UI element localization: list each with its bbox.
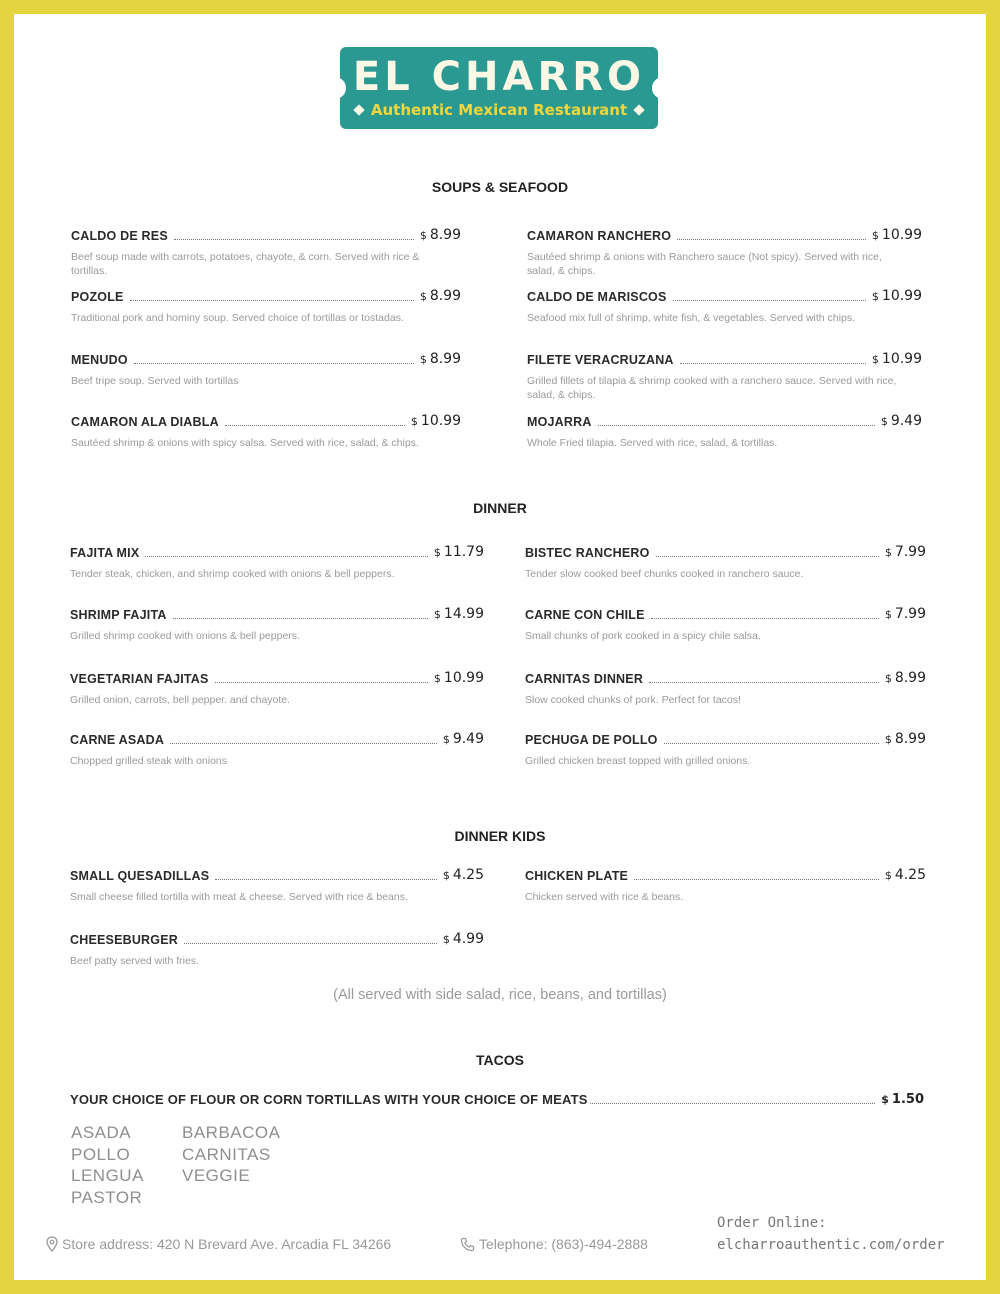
item-description: Chicken served with rice & beans. [525,891,684,903]
tacos-offer-text: YOUR CHOICE OF FLOUR OR CORN TORTILLAS WITH YOUR CHOICE OF MEATS [70,1092,588,1107]
item-description: Beef patty served with fries. [70,955,199,967]
item-description: Grilled onion, carrots, bell pepper. and chayote. [70,694,291,706]
meat-option: ASADA [71,1123,132,1142]
item-name: CALDO DE MARISCOS [527,290,667,304]
item-price: $ 4.25 [884,867,926,883]
section-title-dinner: DINNER [473,500,527,516]
meat-option: CARNITAS [182,1144,271,1164]
item-price: $ 10.99 [433,670,484,686]
store-address [46,1236,391,1252]
item-price: $ 8.99 [884,670,926,686]
menu-item [525,670,926,707]
kids-note: (All served with side salad, rice, beans, and tortillas) [333,987,667,1003]
store-address-text: Store address: 420 N Brevard Ave. Arcadia FL 34266 [62,1236,392,1252]
order-online-link[interactable]: elcharroauthentic.com/order [717,1237,945,1253]
restaurant-logo [340,47,658,129]
item-description: Seafood mix full of shrimp, white fish, & vegetables. Served with chips. [527,312,855,324]
order-online-label: Order Online: [717,1215,827,1231]
menu-item [70,931,484,968]
menu-item [70,670,484,707]
item-name: CHICKEN PLATE [525,869,629,883]
tacos-price: $ 1.50 [881,1092,924,1107]
item-description: Whole Fried tilapia. Served with rice, salad, & tortillas. [527,437,778,449]
menu-item [525,606,926,643]
menu-page [14,14,986,1280]
menu-item [527,227,922,278]
item-price: $ 10.99 [871,351,922,367]
meat-option: POLLO [71,1144,131,1164]
logo-subtitle-row [340,101,658,119]
item-name: SMALL QUESADILLAS [70,869,210,883]
section-title-soups: SOUPS & SEAFOOD [431,179,569,195]
menu-item [71,227,461,278]
item-name: SHRIMP FAJITA [70,608,167,622]
item-description: Small cheese filled tortilla with meat & cheese. Served with rice & beans. [70,891,408,903]
item-name: CAMARON ALA DIABLA [71,415,219,429]
item-price: $ 11.79 [433,544,484,560]
telephone-text: Telephone: (863)-494-2888 [479,1236,648,1252]
meats-column-2 [182,1122,280,1187]
item-price: $ 8.99 [419,227,461,243]
menu-item [70,731,484,768]
menu-item [70,867,484,904]
menu-item [525,731,926,768]
meats-column-1 [71,1122,144,1208]
telephone [460,1236,648,1252]
item-name: CAMARON RANCHERO [527,229,672,243]
menu-item [71,351,461,388]
item-price: $ 8.99 [884,731,926,747]
item-price: $ 10.99 [410,413,461,429]
item-description: Traditional pork and hominy soup. Served choice of tortillas or tostadas. [71,312,404,324]
menu-item [70,606,484,643]
section-title-kids: DINNER KIDS [454,828,546,844]
tacos-offer [70,1092,924,1107]
item-price: $ 4.99 [442,931,484,947]
menu-item [527,413,922,450]
item-price: $ 7.99 [884,606,926,622]
item-price: $ 4.25 [442,867,484,883]
item-name: CALDO DE RES [71,229,168,243]
logo-title: EL CHARRO [352,54,646,100]
item-description: Sautéed shrimp & onions with Ranchero sauce (Not spicy). Served with rice, salad, & chips. [527,251,882,277]
menu-item [71,413,461,450]
item-price: $ 8.99 [419,351,461,367]
meat-option: BARBACOA [182,1123,281,1142]
item-description: Chopped grilled steak with onions [70,755,228,767]
item-name: CARNE CON CHILE [525,608,645,622]
item-name: VEGETARIAN FAJITAS [70,672,209,686]
item-name: MOJARRA [527,415,592,429]
item-description: Slow cooked chunks of pork. Perfect for tacos! [525,694,741,706]
item-description: Beef tripe soup. Served with tortillas [71,375,239,387]
item-price: $ 10.99 [871,288,922,304]
menu-item [527,351,922,402]
item-name: BISTEC RANCHERO [525,546,650,560]
menu-item [525,867,926,904]
item-price: $ 14.99 [433,606,484,622]
order-online [717,1212,945,1256]
menu-item [71,288,461,325]
item-description: Tender slow cooked beef chunks cooked in ranchero sauce. [525,568,804,580]
item-price: $ 7.99 [884,544,926,560]
item-name: MENUDO [71,353,128,367]
item-price: $ 9.49 [880,413,922,429]
item-description: Grilled fillets of tilapia & shrimp cooked with a ranchero sauce. Served with rice, salad, & chips. [527,375,897,401]
item-description: Grilled chicken breast topped with grilled onions. [525,755,751,767]
diamond-ornament-icon [633,104,644,115]
item-name: PECHUGA DE POLLO [525,733,658,747]
item-name: POZOLE [71,290,124,304]
menu-item [525,544,926,581]
item-description: Tender steak, chicken, and shrimp cooked with onions & bell peppers. [70,568,395,580]
item-description: Grilled shrimp cooked with onions & bell peppers. [70,630,300,642]
section-title-tacos: TACOS [476,1052,524,1068]
item-name: CHEESEBURGER [70,933,178,947]
meat-option: PASTOR [71,1187,143,1207]
menu-item [527,288,922,325]
map-pin-icon [46,1236,58,1252]
item-name: CARNITAS DINNER [525,672,644,686]
menu-item [70,544,484,581]
item-description: Sautéed shrimp & onions with spicy salsa. Served with rice, salad, & chips. [71,437,419,449]
item-name: FILETE VERACRUZANA [527,353,674,367]
item-price: $ 10.99 [871,227,922,243]
item-description: Beef soup made with carrots, potatoes, chayote, & corn. Served with rice & tortillas. [71,251,420,277]
phone-icon [460,1237,475,1252]
logo-subtitle: Authentic Mexican Restaurant [370,101,628,119]
item-description: Small chunks of pork cooked in a spicy chile salsa. [525,630,761,642]
item-price: $ 8.99 [419,288,461,304]
meat-option: LENGUA [71,1166,144,1185]
meat-option: VEGGIE [182,1166,251,1185]
item-name: FAJITA MIX [70,546,140,560]
item-price: $ 9.49 [442,731,484,747]
diamond-ornament-icon [353,104,364,115]
item-name: CARNE ASADA [70,733,165,747]
